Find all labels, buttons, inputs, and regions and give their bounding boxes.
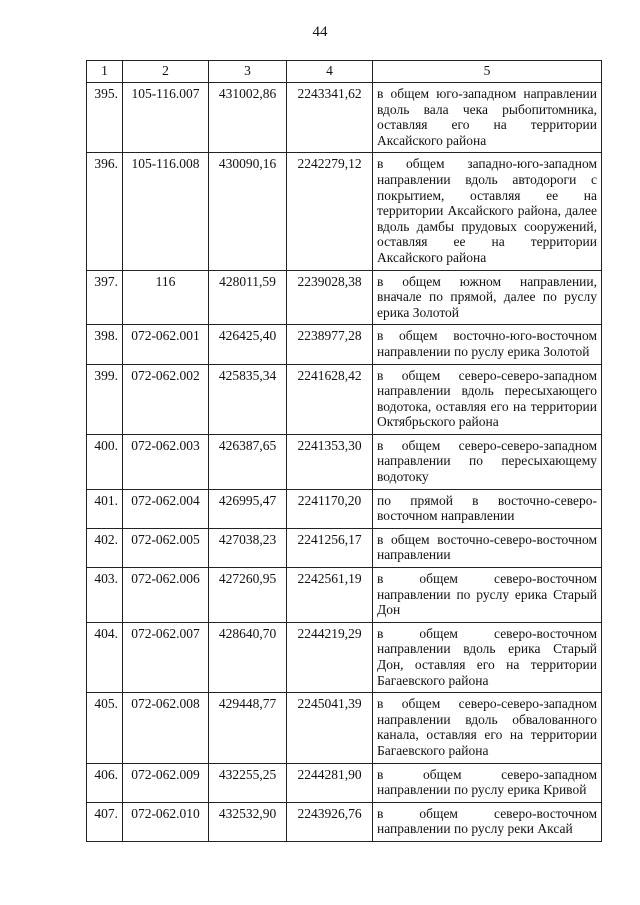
coord-x: 425835,34: [209, 364, 287, 434]
coord-x: 429448,77: [209, 693, 287, 763]
coord-x: 427260,95: [209, 568, 287, 623]
point-code: 072-062.009: [123, 763, 209, 802]
point-code: 072-062.010: [123, 802, 209, 841]
header-col-3: 3: [209, 61, 287, 83]
header-col-2: 2: [123, 61, 209, 83]
table-row: [87, 434, 602, 489]
header-row: [87, 61, 602, 83]
description: в общем западно-юго-западном направлении вдоль автодороги с покрытием, оставляя ее на территории Аксайского района, далее вдоль дамбы прудовых сооружений, оставляя ее на территории Аксайского района: [373, 153, 602, 270]
row-number: 402.: [87, 528, 123, 567]
description: в общем северо-восточном направлении вдоль ерика Старый Дон, оставляя его на территории Багаевского района: [373, 622, 602, 692]
coord-x: 432532,90: [209, 802, 287, 841]
table-row: [87, 153, 602, 270]
header-col-5: 5: [373, 61, 602, 83]
coord-y: 2244281,90: [287, 763, 373, 802]
coord-x: 426995,47: [209, 489, 287, 528]
header-col-1: 1: [87, 61, 123, 83]
coord-y: 2241628,42: [287, 364, 373, 434]
coord-y: 2241256,17: [287, 528, 373, 567]
coord-y: 2238977,28: [287, 325, 373, 364]
coord-y: 2243341,62: [287, 83, 373, 153]
table-row: [87, 622, 602, 692]
point-code: 105-116.008: [123, 153, 209, 270]
coord-x: 428640,70: [209, 622, 287, 692]
coord-y: 2239028,38: [287, 270, 373, 325]
table-row: [87, 693, 602, 763]
description: в общем восточно-юго-восточном направлении по руслу ерика Золотой: [373, 325, 602, 364]
description: в общем северо-восточном направлении по руслу реки Аксай: [373, 802, 602, 841]
description: по прямой в восточно-северо-восточном направлении: [373, 489, 602, 528]
coord-x: 427038,23: [209, 528, 287, 567]
point-code: 072-062.002: [123, 364, 209, 434]
table-row: [87, 364, 602, 434]
description: в общем южном направлении, вначале по прямой, далее по руслу ерика Золотой: [373, 270, 602, 325]
row-number: 397.: [87, 270, 123, 325]
coord-x: 426387,65: [209, 434, 287, 489]
row-number: 400.: [87, 434, 123, 489]
table-row: [87, 802, 602, 841]
table-row: [87, 528, 602, 567]
coord-x: 430090,16: [209, 153, 287, 270]
row-number: 399.: [87, 364, 123, 434]
coord-y: 2244219,29: [287, 622, 373, 692]
description: в общем северо-северо-западном направлении вдоль пересыхающего водотока, оставляя его на территории Октябрьского района: [373, 364, 602, 434]
coord-x: 428011,59: [209, 270, 287, 325]
description: в общем северо-северо-западном направлении вдоль обвалованного канала, оставляя его на территории Багаевского района: [373, 693, 602, 763]
coord-y: 2245041,39: [287, 693, 373, 763]
point-code: 072-062.007: [123, 622, 209, 692]
row-number: 401.: [87, 489, 123, 528]
table-row: [87, 325, 602, 364]
point-code: 072-062.001: [123, 325, 209, 364]
description: в общем юго-западном направлении вдоль вала чека рыбопитомника, оставляя его на территории Аксайского района: [373, 83, 602, 153]
table-row: [87, 763, 602, 802]
page-number: 44: [312, 24, 328, 40]
table-row: [87, 489, 602, 528]
coord-y: 2242279,12: [287, 153, 373, 270]
description: в общем восточно-северо-восточном направлении: [373, 528, 602, 567]
coord-x: 431002,86: [209, 83, 287, 153]
point-code: 072-062.006: [123, 568, 209, 623]
coord-y: 2241353,30: [287, 434, 373, 489]
coord-x: 426425,40: [209, 325, 287, 364]
table-row: [87, 568, 602, 623]
point-code: 072-062.008: [123, 693, 209, 763]
description: в общем северо-северо-западном направлении по пересыхающему водотоку: [373, 434, 602, 489]
boundary-table: [86, 60, 602, 842]
coord-y: 2243926,76: [287, 802, 373, 841]
table-row: [87, 83, 602, 153]
row-number: 406.: [87, 763, 123, 802]
row-number: 395.: [87, 83, 123, 153]
row-number: 403.: [87, 568, 123, 623]
table-row: [87, 270, 602, 325]
description: в общем северо-восточном направлении по руслу ерика Старый Дон: [373, 568, 602, 623]
point-code: 105-116.007: [123, 83, 209, 153]
row-number: 407.: [87, 802, 123, 841]
coord-y: 2242561,19: [287, 568, 373, 623]
row-number: 404.: [87, 622, 123, 692]
point-code: 072-062.005: [123, 528, 209, 567]
coord-x: 432255,25: [209, 763, 287, 802]
coord-y: 2241170,20: [287, 489, 373, 528]
header-col-4: 4: [287, 61, 373, 83]
description: в общем северо-западном направлении по руслу ерика Кривой: [373, 763, 602, 802]
row-number: 405.: [87, 693, 123, 763]
point-code: 116: [123, 270, 209, 325]
point-code: 072-062.004: [123, 489, 209, 528]
row-number: 396.: [87, 153, 123, 270]
row-number: 398.: [87, 325, 123, 364]
point-code: 072-062.003: [123, 434, 209, 489]
